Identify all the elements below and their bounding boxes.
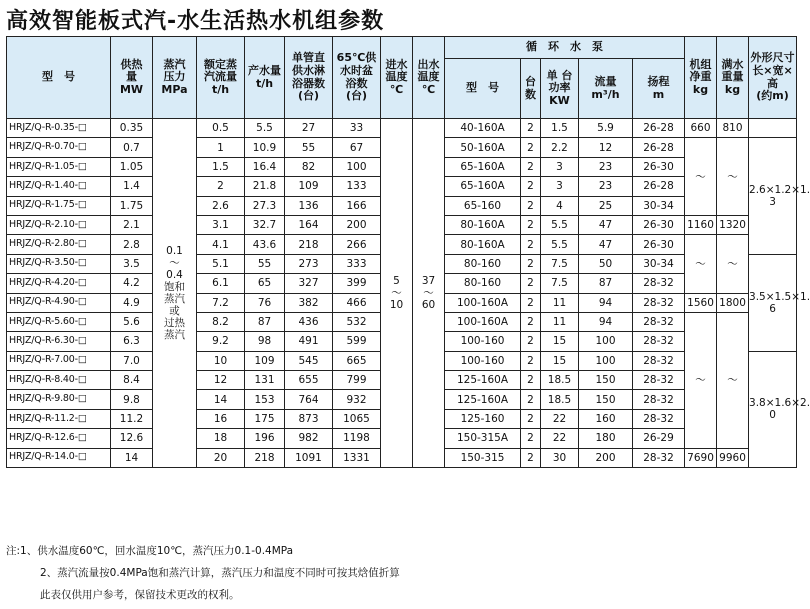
header-pump-power: 单 台 功率 KW bbox=[541, 59, 579, 119]
pump-units-cell: 2 bbox=[521, 254, 541, 273]
tubs-single-cell: 82 bbox=[285, 157, 333, 176]
pump-model-cell: 80-160 bbox=[445, 254, 521, 273]
pump-flow-cell: 87 bbox=[579, 274, 633, 293]
pump-head-cell: 28-32 bbox=[633, 390, 685, 409]
water-output-cell: 98 bbox=[245, 332, 285, 351]
header-tubs-single: 单管直 供水淋 浴器数 (台) bbox=[285, 37, 333, 119]
pump-units-cell: 2 bbox=[521, 138, 541, 157]
water-output-cell: 87 bbox=[245, 312, 285, 331]
model-cell: HRJZ/Q-R-2.10-□ bbox=[7, 215, 111, 234]
pump-units-cell: 2 bbox=[521, 119, 541, 138]
steam-flow-cell: 6.1 bbox=[197, 274, 245, 293]
pump-model-cell: 80-160 bbox=[445, 274, 521, 293]
model-cell: HRJZ/Q-R-11.2-□ bbox=[7, 409, 111, 428]
water-output-cell: 43.6 bbox=[245, 235, 285, 254]
heat-supply-cell: 7.0 bbox=[111, 351, 153, 370]
tubs-65-cell: 1065 bbox=[333, 409, 381, 428]
header-inlet-temp: 进水 温度 ℃ bbox=[381, 37, 413, 119]
tubs-65-cell: 1198 bbox=[333, 429, 381, 448]
full-weight-cell: ～ bbox=[717, 312, 749, 448]
notes bbox=[6, 540, 400, 606]
model-cell: HRJZ/Q-R-4.90-□ bbox=[7, 293, 111, 312]
pump-head-cell: 26-30 bbox=[633, 235, 685, 254]
pump-power-cell: 30 bbox=[541, 448, 579, 467]
tubs-single-cell: 982 bbox=[285, 429, 333, 448]
model-cell: HRJZ/Q-R-1.75-□ bbox=[7, 196, 111, 215]
pump-head-cell: 26-29 bbox=[633, 429, 685, 448]
tubs-single-cell: 545 bbox=[285, 351, 333, 370]
header-heat-supply: 供热 量 MW bbox=[111, 37, 153, 119]
pump-model-cell: 65-160A bbox=[445, 177, 521, 196]
pump-power-cell: 2.2 bbox=[541, 138, 579, 157]
pump-model-cell: 40-160A bbox=[445, 119, 521, 138]
tubs-single-cell: 273 bbox=[285, 254, 333, 273]
steam-flow-cell: 12 bbox=[197, 371, 245, 390]
pump-flow-cell: 180 bbox=[579, 429, 633, 448]
pump-head-cell: 30-34 bbox=[633, 254, 685, 273]
model-cell: HRJZ/Q-R-8.40-□ bbox=[7, 371, 111, 390]
full-weight-cell: 1800 bbox=[717, 293, 749, 312]
steam-flow-cell: 3.1 bbox=[197, 215, 245, 234]
pump-power-cell: 22 bbox=[541, 409, 579, 428]
parameter-table bbox=[6, 36, 810, 468]
heat-supply-cell: 6.3 bbox=[111, 332, 153, 351]
pump-model-cell: 100-160A bbox=[445, 312, 521, 331]
pump-power-cell: 7.5 bbox=[541, 274, 579, 293]
outlet-temp-cell: 37 ～ 60 bbox=[413, 119, 445, 468]
pump-head-cell: 28-32 bbox=[633, 351, 685, 370]
steam-flow-cell: 14 bbox=[197, 390, 245, 409]
tubs-single-cell: 873 bbox=[285, 409, 333, 428]
pump-head-cell: 28-32 bbox=[633, 409, 685, 428]
pump-head-cell: 28-32 bbox=[633, 332, 685, 351]
model-cell: HRJZ/Q-R-0.35-□ bbox=[7, 119, 111, 138]
tubs-65-cell: 166 bbox=[333, 196, 381, 215]
tubs-65-cell: 100 bbox=[333, 157, 381, 176]
heat-supply-cell: 2.1 bbox=[111, 215, 153, 234]
note-2: 2、蒸汽流量按0.4MPa饱和蒸汽计算，蒸汽压力和温度不同时可按其焓值折算 bbox=[40, 567, 400, 579]
pump-units-cell: 2 bbox=[521, 429, 541, 448]
heat-supply-cell: 0.35 bbox=[111, 119, 153, 138]
pump-model-cell: 80-160A bbox=[445, 235, 521, 254]
pump-model-cell: 125-160A bbox=[445, 390, 521, 409]
dimensions-cell: 2.6×1.2×1. 3 bbox=[749, 138, 797, 254]
pump-flow-cell: 25 bbox=[579, 196, 633, 215]
tubs-65-cell: 399 bbox=[333, 274, 381, 293]
header-net-weight: 机组 净重 kg bbox=[685, 37, 717, 119]
dimensions-cell bbox=[749, 119, 797, 138]
pump-power-cell: 22 bbox=[541, 429, 579, 448]
steam-flow-cell: 18 bbox=[197, 429, 245, 448]
net-weight-cell: 1160 bbox=[685, 215, 717, 234]
water-output-cell: 10.9 bbox=[245, 138, 285, 157]
net-weight-cell: ～ bbox=[685, 138, 717, 216]
model-cell: HRJZ/Q-R-12.6-□ bbox=[7, 429, 111, 448]
full-weight-cell: 9960 bbox=[717, 448, 749, 467]
pump-flow-cell: 47 bbox=[579, 235, 633, 254]
pump-model-cell: 125-160 bbox=[445, 409, 521, 428]
full-weight-cell: ～ bbox=[717, 138, 749, 216]
tubs-65-cell: 599 bbox=[333, 332, 381, 351]
model-cell: HRJZ/Q-R-0.70-□ bbox=[7, 138, 111, 157]
pump-model-cell: 65-160A bbox=[445, 157, 521, 176]
pump-power-cell: 7.5 bbox=[541, 254, 579, 273]
steam-flow-cell: 1 bbox=[197, 138, 245, 157]
model-cell: HRJZ/Q-R-1.05-□ bbox=[7, 157, 111, 176]
tubs-single-cell: 764 bbox=[285, 390, 333, 409]
pump-units-cell: 2 bbox=[521, 235, 541, 254]
model-cell: HRJZ/Q-R-2.80-□ bbox=[7, 235, 111, 254]
pump-units-cell: 2 bbox=[521, 157, 541, 176]
pump-units-cell: 2 bbox=[521, 196, 541, 215]
steam-flow-cell: 4.1 bbox=[197, 235, 245, 254]
tubs-65-cell: 1331 bbox=[333, 448, 381, 467]
steam-flow-cell: 16 bbox=[197, 409, 245, 428]
steam-flow-cell: 5.1 bbox=[197, 254, 245, 273]
water-output-cell: 32.7 bbox=[245, 215, 285, 234]
water-output-cell: 76 bbox=[245, 293, 285, 312]
pump-flow-cell: 100 bbox=[579, 332, 633, 351]
pump-flow-cell: 94 bbox=[579, 293, 633, 312]
net-weight-cell: 7690 bbox=[685, 448, 717, 467]
header-pump-group: 循 环 水 泵 bbox=[445, 37, 685, 59]
heat-supply-cell: 9.8 bbox=[111, 390, 153, 409]
water-output-cell: 175 bbox=[245, 409, 285, 428]
net-weight-cell: ～ bbox=[685, 312, 717, 448]
water-output-cell: 27.3 bbox=[245, 196, 285, 215]
tubs-single-cell: 218 bbox=[285, 235, 333, 254]
pump-model-cell: 65-160 bbox=[445, 196, 521, 215]
tubs-single-cell: 27 bbox=[285, 119, 333, 138]
tubs-single-cell: 164 bbox=[285, 215, 333, 234]
heat-supply-cell: 0.7 bbox=[111, 138, 153, 157]
pump-head-cell: 28-32 bbox=[633, 312, 685, 331]
pump-units-cell: 2 bbox=[521, 409, 541, 428]
header-pump-units: 台 数 bbox=[521, 59, 541, 119]
tubs-65-cell: 133 bbox=[333, 177, 381, 196]
net-weight-cell: 1560 bbox=[685, 293, 717, 312]
header-pump-head: 扬程 m bbox=[633, 59, 685, 119]
pump-flow-cell: 150 bbox=[579, 390, 633, 409]
pump-power-cell: 18.5 bbox=[541, 390, 579, 409]
note-1: 注:1、供水温度60℃，回水温度10℃，蒸汽压力0.1-0.4MPa bbox=[6, 545, 294, 557]
pump-units-cell: 2 bbox=[521, 177, 541, 196]
pump-units-cell: 2 bbox=[521, 448, 541, 467]
tubs-single-cell: 382 bbox=[285, 293, 333, 312]
header-full-weight: 满水 重量 kg bbox=[717, 37, 749, 119]
water-output-cell: 21.8 bbox=[245, 177, 285, 196]
tubs-65-cell: 266 bbox=[333, 235, 381, 254]
pump-units-cell: 2 bbox=[521, 312, 541, 331]
pump-power-cell: 15 bbox=[541, 351, 579, 370]
pump-head-cell: 26-28 bbox=[633, 177, 685, 196]
pump-model-cell: 150-315 bbox=[445, 448, 521, 467]
pump-power-cell: 3 bbox=[541, 177, 579, 196]
pump-head-cell: 26-28 bbox=[633, 138, 685, 157]
note-3: 此表仅供用户参考，保留技术更改的权利。 bbox=[40, 589, 240, 601]
header-dimensions: 外形尺寸 长×宽×高 (约m) bbox=[749, 37, 797, 119]
pump-flow-cell: 150 bbox=[579, 371, 633, 390]
header-pump-model: 型 号 bbox=[445, 59, 521, 119]
tubs-65-cell: 200 bbox=[333, 215, 381, 234]
tubs-single-cell: 655 bbox=[285, 371, 333, 390]
pump-head-cell: 26-30 bbox=[633, 215, 685, 234]
model-cell: HRJZ/Q-R-9.80-□ bbox=[7, 390, 111, 409]
dimensions-cell: 3.8×1.6×2. 0 bbox=[749, 351, 797, 467]
pump-power-cell: 1.5 bbox=[541, 119, 579, 138]
header-outlet-temp: 出水 温度 ℃ bbox=[413, 37, 445, 119]
pump-flow-cell: 160 bbox=[579, 409, 633, 428]
tubs-single-cell: 1091 bbox=[285, 448, 333, 467]
steam-flow-cell: 1.5 bbox=[197, 157, 245, 176]
pump-flow-cell: 23 bbox=[579, 157, 633, 176]
net-weight-cell: ～ bbox=[685, 235, 717, 293]
water-output-cell: 218 bbox=[245, 448, 285, 467]
pump-model-cell: 100-160A bbox=[445, 293, 521, 312]
pump-power-cell: 3 bbox=[541, 157, 579, 176]
pump-power-cell: 5.5 bbox=[541, 215, 579, 234]
header-tubs-65: 65℃供 水时盆 浴数 (台) bbox=[333, 37, 381, 119]
pump-model-cell: 80-160A bbox=[445, 215, 521, 234]
pump-power-cell: 11 bbox=[541, 312, 579, 331]
tubs-single-cell: 55 bbox=[285, 138, 333, 157]
model-cell: HRJZ/Q-R-5.60-□ bbox=[7, 312, 111, 331]
water-output-cell: 131 bbox=[245, 371, 285, 390]
steam-flow-cell: 9.2 bbox=[197, 332, 245, 351]
model-cell: HRJZ/Q-R-7.00-□ bbox=[7, 351, 111, 370]
pump-power-cell: 11 bbox=[541, 293, 579, 312]
pump-power-cell: 18.5 bbox=[541, 371, 579, 390]
tubs-65-cell: 932 bbox=[333, 390, 381, 409]
tubs-single-cell: 436 bbox=[285, 312, 333, 331]
tubs-single-cell: 136 bbox=[285, 196, 333, 215]
model-cell: HRJZ/Q-R-3.50-□ bbox=[7, 254, 111, 273]
water-output-cell: 16.4 bbox=[245, 157, 285, 176]
pump-head-cell: 26-30 bbox=[633, 157, 685, 176]
water-output-cell: 109 bbox=[245, 351, 285, 370]
tubs-single-cell: 327 bbox=[285, 274, 333, 293]
table-row bbox=[7, 119, 797, 138]
tubs-65-cell: 33 bbox=[333, 119, 381, 138]
tubs-65-cell: 799 bbox=[333, 371, 381, 390]
net-weight-cell: 660 bbox=[685, 119, 717, 138]
water-output-cell: 65 bbox=[245, 274, 285, 293]
header-steam-pressure: 蒸汽 压力 MPa bbox=[153, 37, 197, 119]
heat-supply-cell: 8.4 bbox=[111, 371, 153, 390]
pump-units-cell: 2 bbox=[521, 293, 541, 312]
heat-supply-cell: 11.2 bbox=[111, 409, 153, 428]
heat-supply-cell: 3.5 bbox=[111, 254, 153, 273]
pump-head-cell: 28-32 bbox=[633, 448, 685, 467]
pump-flow-cell: 94 bbox=[579, 312, 633, 331]
tubs-65-cell: 333 bbox=[333, 254, 381, 273]
pump-units-cell: 2 bbox=[521, 390, 541, 409]
water-output-cell: 153 bbox=[245, 390, 285, 409]
pump-model-cell: 50-160A bbox=[445, 138, 521, 157]
tubs-single-cell: 109 bbox=[285, 177, 333, 196]
pump-head-cell: 28-32 bbox=[633, 274, 685, 293]
pump-flow-cell: 23 bbox=[579, 177, 633, 196]
pump-model-cell: 150-315A bbox=[445, 429, 521, 448]
tubs-single-cell: 491 bbox=[285, 332, 333, 351]
pump-units-cell: 2 bbox=[521, 215, 541, 234]
heat-supply-cell: 1.05 bbox=[111, 157, 153, 176]
pump-flow-cell: 100 bbox=[579, 351, 633, 370]
dimensions-cell: 3.5×1.5×1. 6 bbox=[749, 254, 797, 351]
header-model: 型 号 bbox=[7, 37, 111, 119]
pump-head-cell: 30-34 bbox=[633, 196, 685, 215]
model-cell: HRJZ/Q-R-14.0-□ bbox=[7, 448, 111, 467]
header-pump-flow: 流量 m³/h bbox=[579, 59, 633, 119]
full-weight-cell: 810 bbox=[717, 119, 749, 138]
pump-head-cell: 28-32 bbox=[633, 371, 685, 390]
steam-flow-cell: 8.2 bbox=[197, 312, 245, 331]
model-cell: HRJZ/Q-R-1.40-□ bbox=[7, 177, 111, 196]
water-output-cell: 196 bbox=[245, 429, 285, 448]
pump-model-cell: 100-160 bbox=[445, 332, 521, 351]
header-water-output: 产水量 t/h bbox=[245, 37, 285, 119]
full-weight-cell: 1320 bbox=[717, 215, 749, 234]
tubs-65-cell: 67 bbox=[333, 138, 381, 157]
page-title: 高效智能板式汽-水生活热水机组参数 bbox=[6, 9, 385, 34]
heat-supply-cell: 1.4 bbox=[111, 177, 153, 196]
steam-flow-cell: 2 bbox=[197, 177, 245, 196]
pump-model-cell: 125-160A bbox=[445, 371, 521, 390]
pump-units-cell: 2 bbox=[521, 351, 541, 370]
pump-units-cell: 2 bbox=[521, 274, 541, 293]
header-rated-steam-flow: 额定蒸 汽流量 t/h bbox=[197, 37, 245, 119]
pump-flow-cell: 12 bbox=[579, 138, 633, 157]
steam-flow-cell: 7.2 bbox=[197, 293, 245, 312]
steam-flow-cell: 20 bbox=[197, 448, 245, 467]
pump-flow-cell: 200 bbox=[579, 448, 633, 467]
heat-supply-cell: 5.6 bbox=[111, 312, 153, 331]
pump-power-cell: 15 bbox=[541, 332, 579, 351]
pump-units-cell: 2 bbox=[521, 371, 541, 390]
pump-power-cell: 5.5 bbox=[541, 235, 579, 254]
pump-head-cell: 28-32 bbox=[633, 293, 685, 312]
heat-supply-cell: 4.9 bbox=[111, 293, 153, 312]
pump-units-cell: 2 bbox=[521, 332, 541, 351]
heat-supply-cell: 4.2 bbox=[111, 274, 153, 293]
pump-power-cell: 4 bbox=[541, 196, 579, 215]
tubs-65-cell: 665 bbox=[333, 351, 381, 370]
pump-head-cell: 26-28 bbox=[633, 119, 685, 138]
water-output-cell: 5.5 bbox=[245, 119, 285, 138]
tubs-65-cell: 466 bbox=[333, 293, 381, 312]
steam-flow-cell: 10 bbox=[197, 351, 245, 370]
inlet-temp-cell: 5 ～ 10 bbox=[381, 119, 413, 468]
heat-supply-cell: 2.8 bbox=[111, 235, 153, 254]
heat-supply-cell: 12.6 bbox=[111, 429, 153, 448]
tubs-65-cell: 532 bbox=[333, 312, 381, 331]
steam-flow-cell: 0.5 bbox=[197, 119, 245, 138]
full-weight-cell: ～ bbox=[717, 235, 749, 293]
pump-flow-cell: 47 bbox=[579, 215, 633, 234]
heat-supply-cell: 1.75 bbox=[111, 196, 153, 215]
steam-flow-cell: 2.6 bbox=[197, 196, 245, 215]
pump-flow-cell: 50 bbox=[579, 254, 633, 273]
pump-flow-cell: 5.9 bbox=[579, 119, 633, 138]
model-cell: HRJZ/Q-R-4.20-□ bbox=[7, 274, 111, 293]
heat-supply-cell: 14 bbox=[111, 448, 153, 467]
pump-model-cell: 100-160 bbox=[445, 351, 521, 370]
model-cell: HRJZ/Q-R-6.30-□ bbox=[7, 332, 111, 351]
water-output-cell: 55 bbox=[245, 254, 285, 273]
steam-pressure-cell: 0.1 ～ 0.4 饱和 蒸汽 或 过热 蒸汽 bbox=[153, 119, 197, 468]
